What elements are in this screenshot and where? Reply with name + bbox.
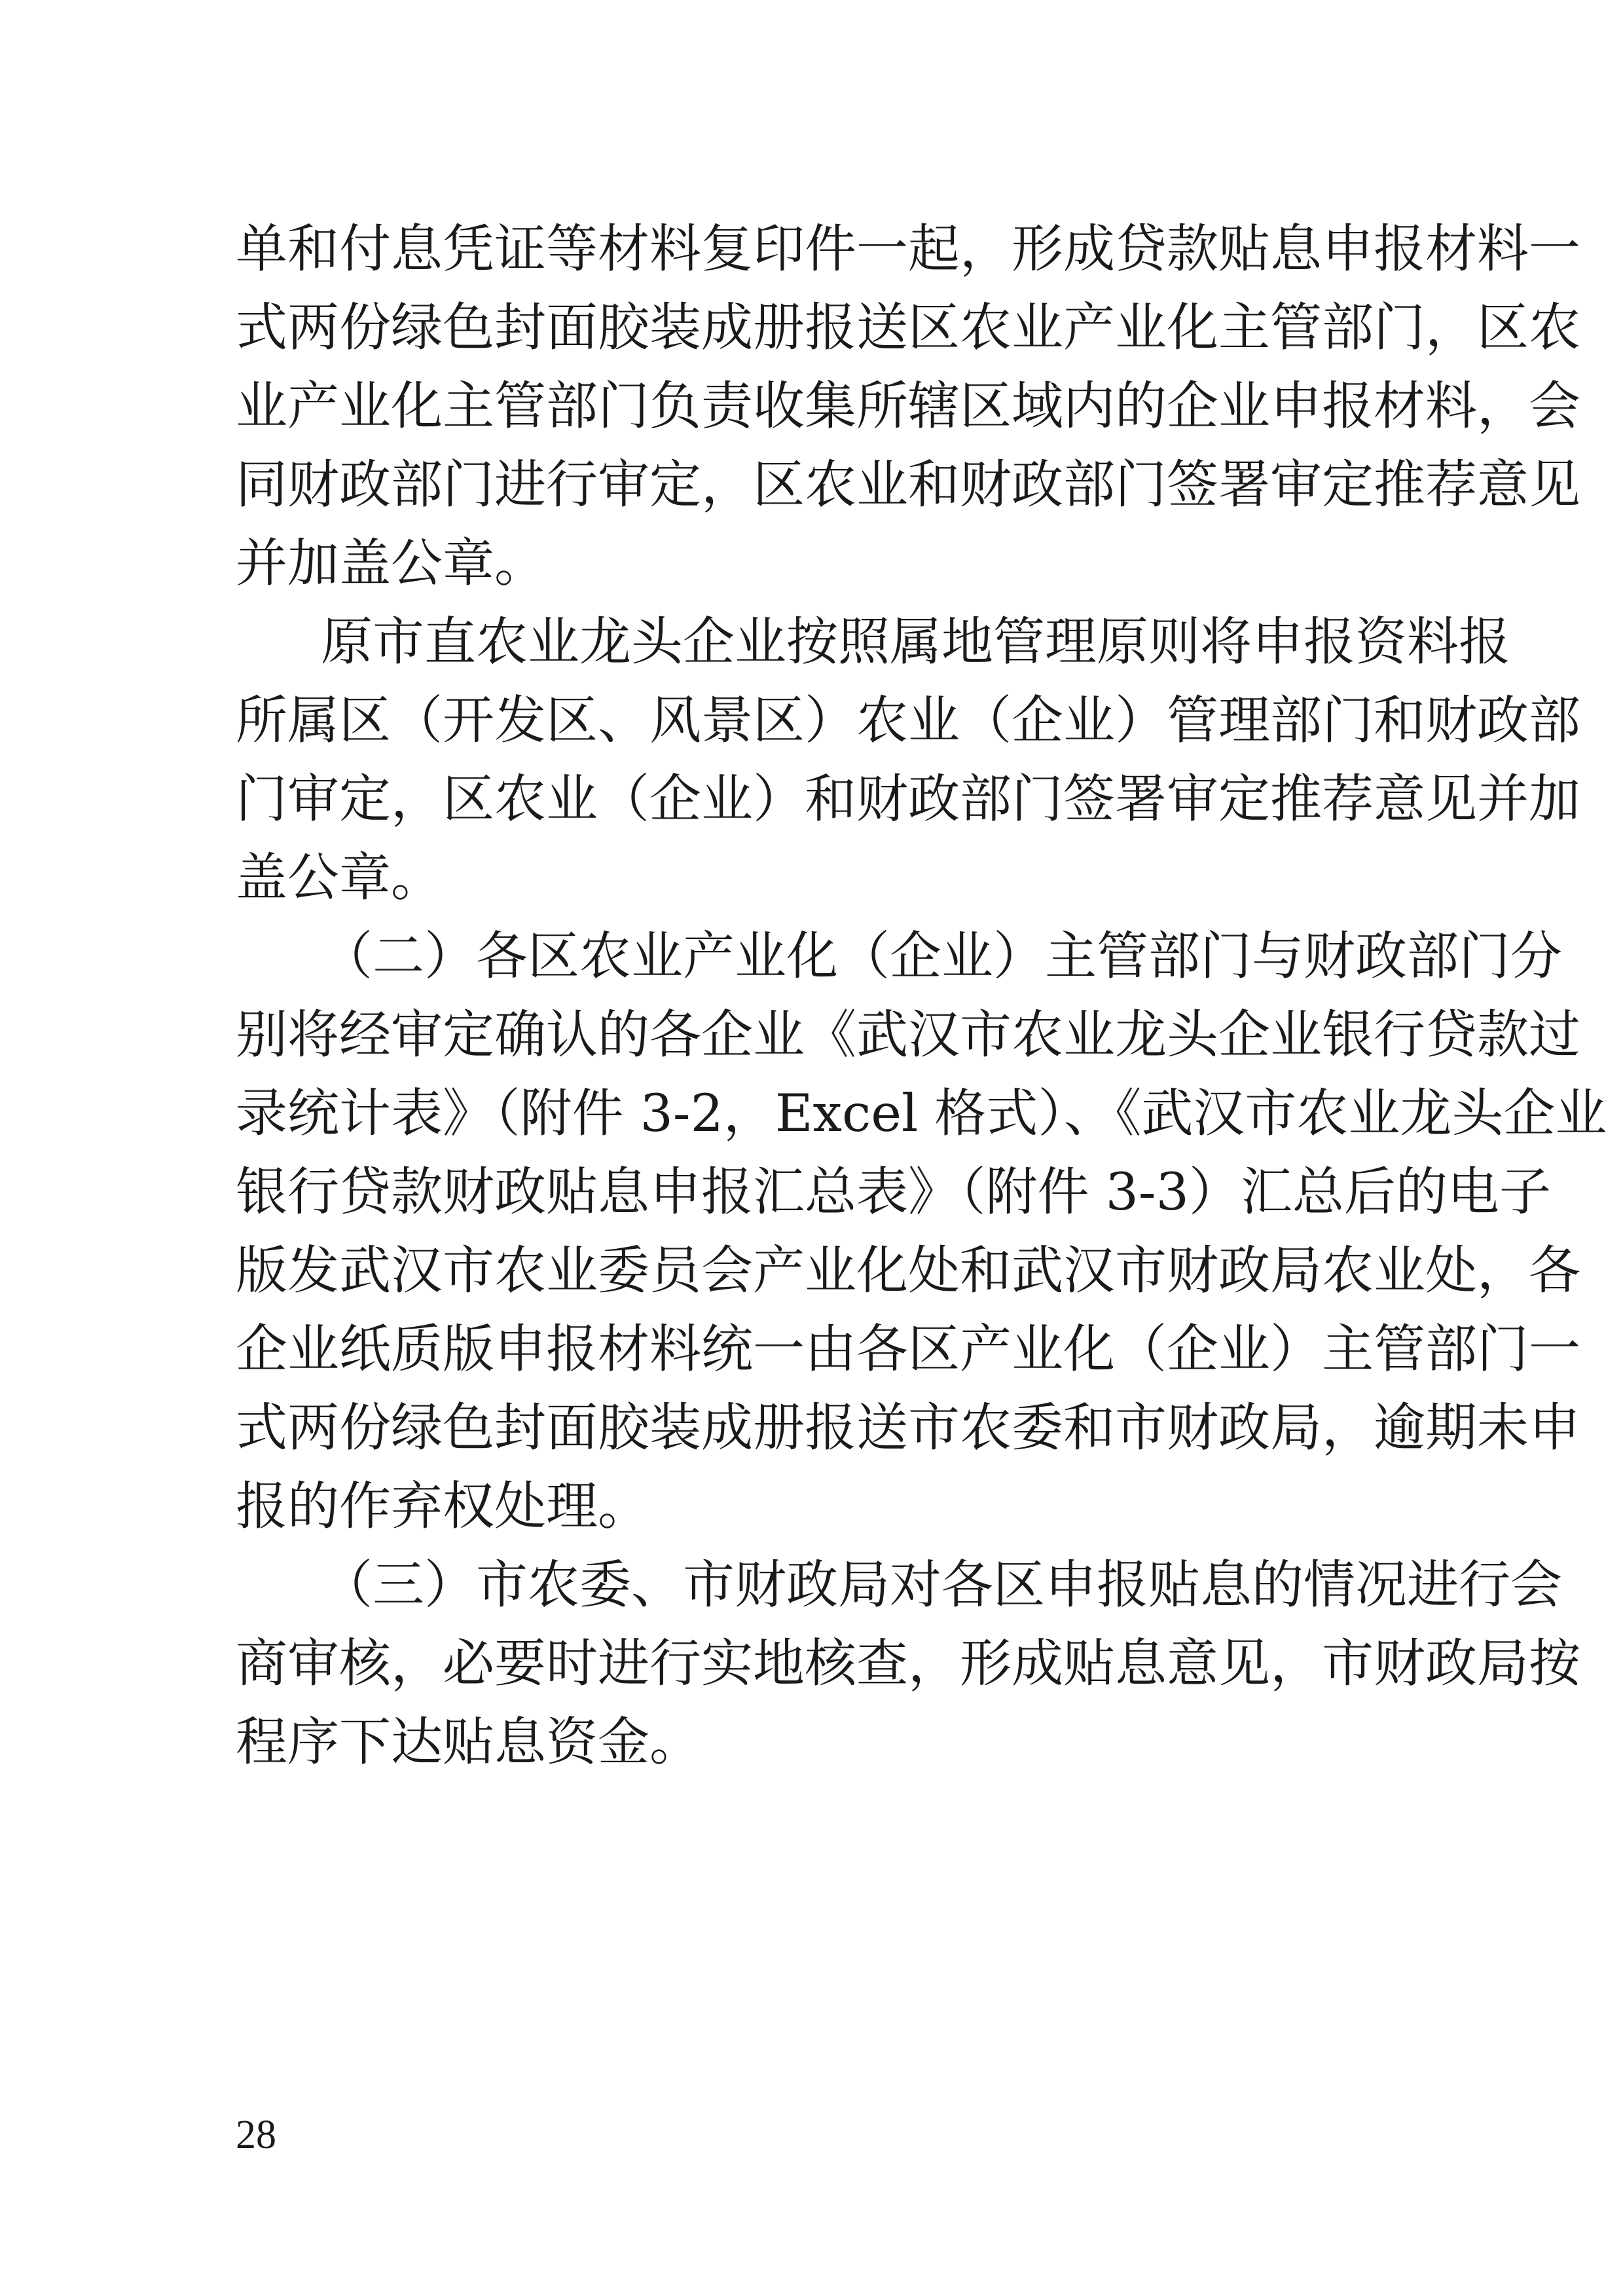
text-line: 所属区（开发区、风景区）农业（企业）管理部门和财政部 [236,690,1580,750]
text-line: （二）各区农业产业化（企业）主管部门与财政部门分 [321,926,1562,986]
text-line: 银行贷款财政贴息申报汇总表》（附件 3-3）汇总后的电子 [236,1162,1551,1222]
text-line: 式两份绿色封面胶装成册报送市农委和市财政局，逾期未申 [236,1398,1580,1458]
text-line: 并加盖公章。 [236,533,546,593]
text-line: 原市直农业龙头企业按照属地管理原则将申报资料报 [321,612,1510,672]
text-line: 门审定，区农业（企业）和财政部门签署审定推荐意见并加 [236,769,1580,829]
text-line: 版发武汉市农业委员会产业化处和武汉市财政局农业处，各 [236,1240,1580,1301]
text-line: 单和付息凭证等材料复印件一起，形成贷款贴息申报材料一 [236,219,1580,279]
text-line: 程序下达贴息资金。 [236,1712,701,1772]
text-line: 商审核，必要时进行实地核查，形成贴息意见，市财政局按 [236,1633,1580,1694]
text-line: （三）市农委、市财政局对各区申报贴息的情况进行会 [321,1555,1562,1615]
text-line: 业产业化主管部门负责收集所辖区域内的企业申报材料，会 [236,376,1580,436]
text-line: 企业纸质版申报材料统一由各区产业化（企业）主管部门一 [236,1319,1580,1379]
text-line: 报的作弃权处理。 [236,1476,649,1536]
page-number: 28 [236,2113,276,2157]
text-line: 同财政部门进行审定，区农业和财政部门签署审定推荐意见 [236,454,1580,515]
text-line: 录统计表》（附件 3-2，Excel 格式）、《武汉市农业龙头企业 [236,1083,1607,1143]
text-line: 别将经审定确认的各企业《武汉市农业龙头企业银行贷款过 [236,1005,1580,1065]
text-line: 式两份绿色封面胶装成册报送区农业产业化主管部门，区农 [236,297,1580,358]
text-line: 盖公章。 [236,847,443,908]
